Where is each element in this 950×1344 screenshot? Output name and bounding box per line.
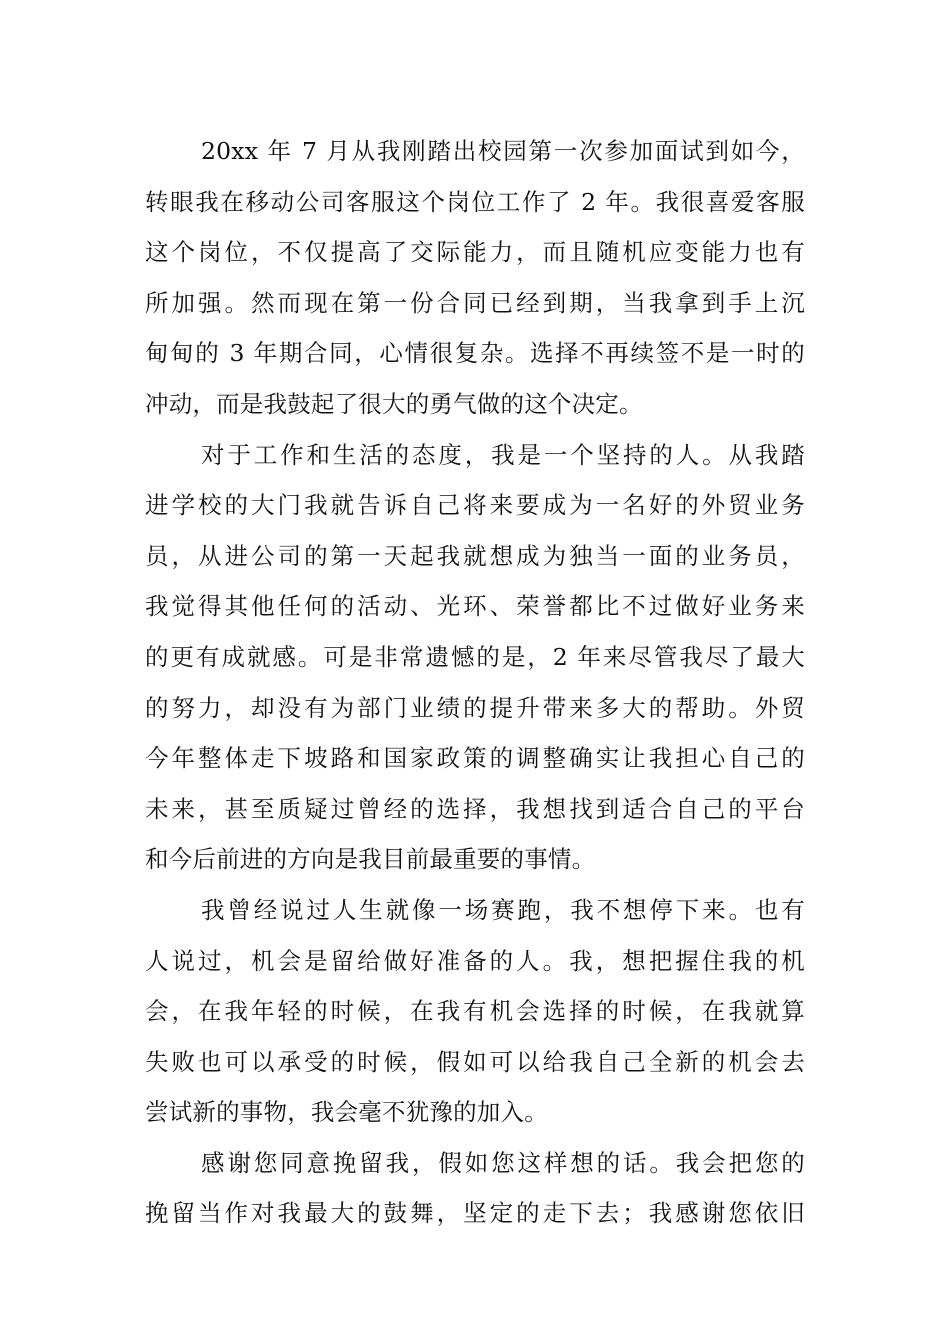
text-line: 的努力，却没有为部门业绩的提升带来多大的帮助。外贸 [145, 693, 805, 722]
text-line: 员，从进公司的第一天起我就想成为独当一面的业务员， [145, 541, 805, 570]
text-line: 的更有成就感。可是非常遗憾的是，2 年来尽管我尽了最大 [145, 642, 805, 671]
text-line: 20xx 年 7 月从我刚踏出校园第一次参加面试到如今， [201, 137, 805, 165]
text-line: 对于工作和生活的态度，我是一个坚持的人。从我踏 [201, 440, 805, 469]
paragraph-3 [145, 885, 805, 1138]
text-line: 尝试新的事物，我会毫不犹豫的加入。 [145, 1098, 548, 1127]
text-line: 挽留当作对我最大的鼓舞，坚定的走下去；我感谢您依旧 [145, 1199, 805, 1228]
text-line: 冲动，而是我鼓起了很大的勇气做的这个决定。 [145, 389, 643, 418]
text-line: 我曾经说过人生就像一场赛跑，我不想停下来。也有 [201, 895, 805, 924]
text-line: 甸甸的 3 年期合同，心情很复杂。选择不再续签不是一时的 [145, 339, 805, 368]
paragraph-1 [145, 126, 805, 430]
text-line: 人说过，机会是留给做好准备的人。我，想把握住我的机 [145, 946, 805, 975]
paragraph-2 [145, 430, 805, 885]
text-line: 所加强。然而现在第一份合同已经到期，当我拿到手上沉 [145, 288, 805, 317]
text-line: 失败也可以承受的时候，假如可以给我自己全新的机会去 [145, 1047, 805, 1076]
text-line: 会，在我年轻的时候，在我有机会选择的时候，在我就算 [145, 997, 805, 1026]
text-line: 我觉得其他任何的活动、光环、荣誉都比不过做好业务来 [145, 592, 805, 621]
text-line: 这个岗位，不仅提高了交际能力，而且随机应变能力也有 [145, 238, 805, 267]
document-body [145, 126, 805, 1239]
text-line: 未来，甚至质疑过曾经的选择，我想找到适合自己的平台 [145, 794, 805, 823]
text-line: 进学校的大门我就告诉自己将来要成为一名好的外贸业务 [145, 491, 805, 520]
paragraph-4 [145, 1138, 805, 1239]
text-line: 和今后前进的方向是我目前最重要的事情。 [145, 845, 596, 874]
text-line: 今年整体走下坡路和国家政策的调整确实让我担心自己的 [145, 744, 805, 773]
text-line: 转眼我在移动公司客服这个岗位工作了 2 年。我很喜爱客服 [145, 187, 805, 216]
text-line: 感谢您同意挽留我，假如您这样想的话。我会把您的 [201, 1148, 805, 1177]
